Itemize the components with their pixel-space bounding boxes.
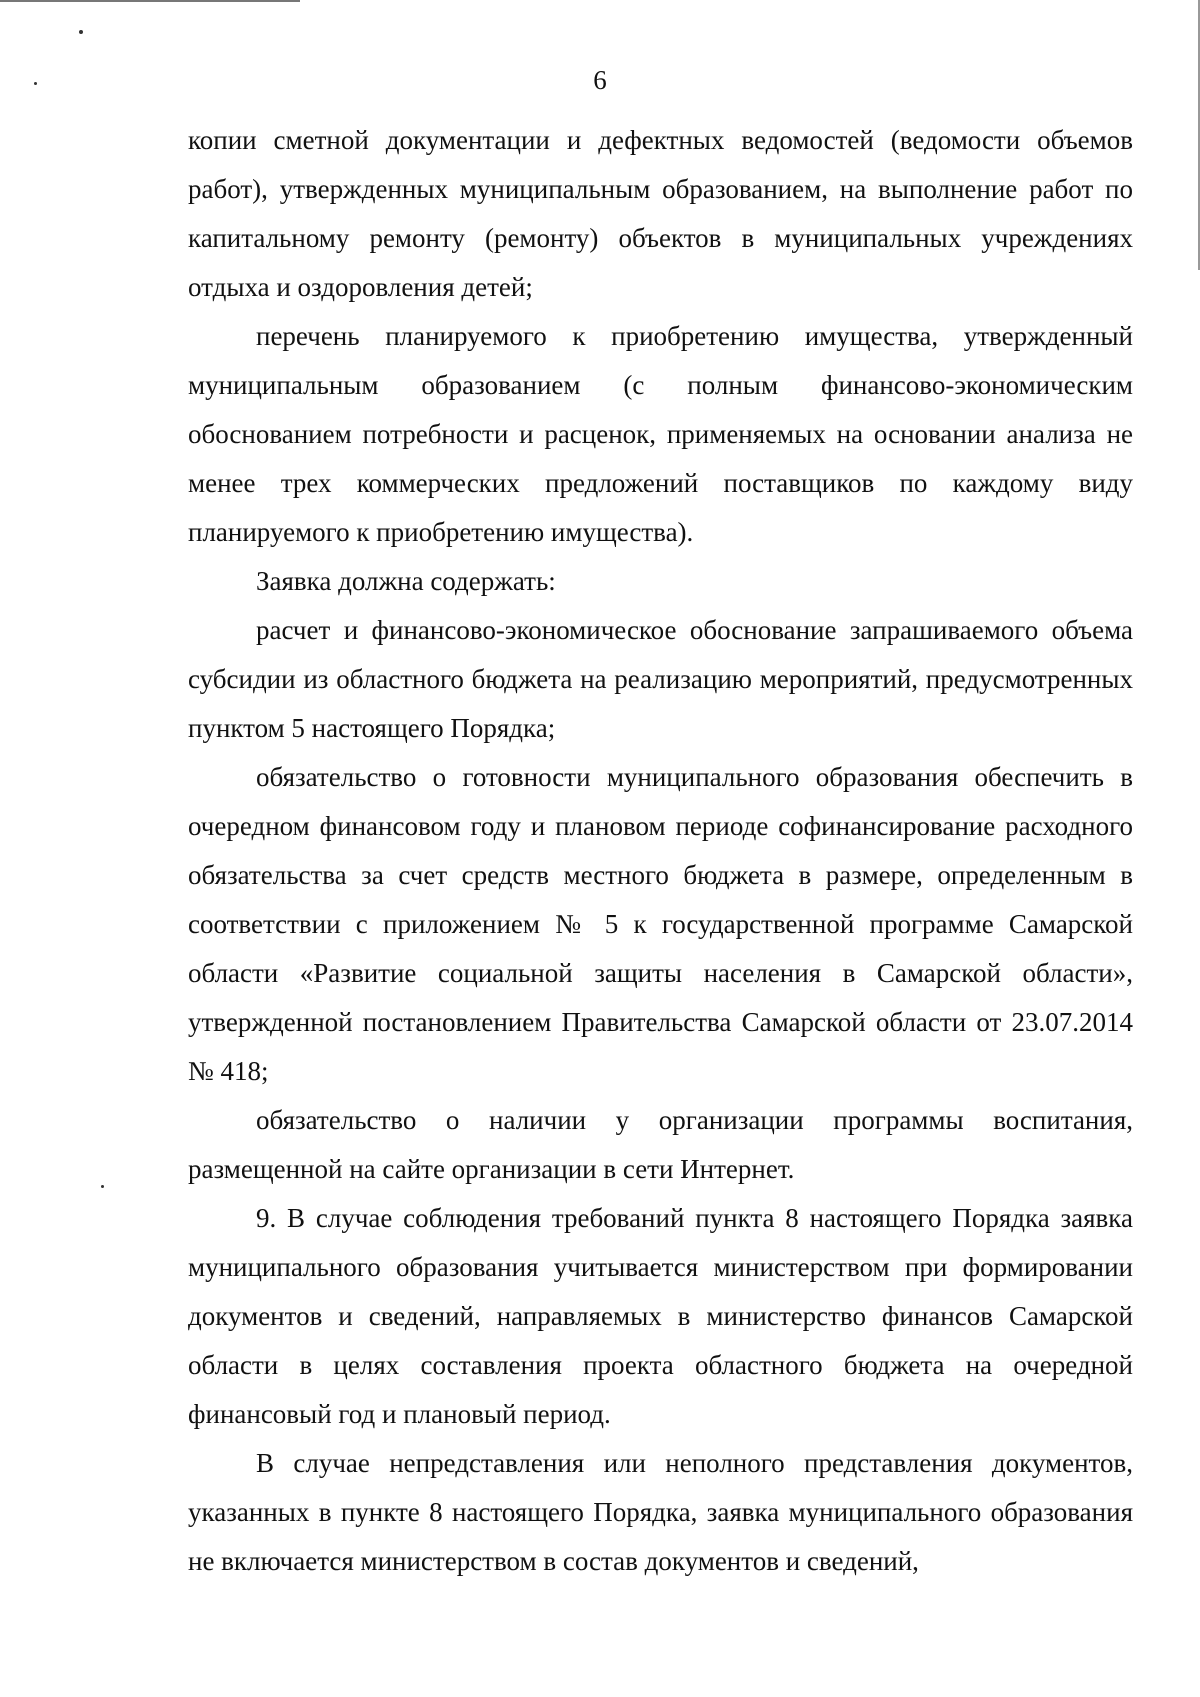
paragraph: копии сметной документации и дефектных ведомостей (ведомости объемов работ), утвержденных муниципальным образованием, на выполнение работ по капитальному ремонту (ремонту) объектов в муниципальных учреждениях отдыха и оздоровления детей; — [188, 125, 1133, 302]
document-body — [188, 116, 1133, 1586]
paragraph: обязательство о готовности муниципального образования обеспечить в очередном финансовом году и плановом периоде софинансирование расходного обязательства за счет средств местного бюджета в размере, определенным в соответствии с приложением № 5 к государственной программе Самарской области «Развитие социальной защиты населения в Самарской области», утвержденной постановлением Правительства Самарской области от 23.07.2014 № 418; — [188, 762, 1133, 1086]
paragraph: 9. В случае соблюдения требований пункта 8 настоящего Порядка заявка муниципального образования учитывается министерством при формировании документов и сведений, направляемых в министерство финансов Самарской области в целях составления проекта областного бюджета на очередной финансовый год и плановый период. — [188, 1203, 1133, 1429]
scan-speck — [79, 30, 83, 34]
paragraph: Заявка должна содержать: — [256, 566, 556, 596]
paragraph: В случае непредставления или неполного представления документов, указанных в пункте 8 настоящего Порядка, заявка муниципального образования не включается министерством в состав документов и сведений, — [188, 1448, 1133, 1576]
scan-edge-top — [0, 0, 300, 2]
paragraph: перечень планируемого к приобретению имущества, утвержденный муниципальным образованием (с полным финансово-экономическим обоснованием потребности и расценок, применяемых на основании анализа не менее трех коммерческих предложений поставщиков по каждому виду планируемого к приобретению имущества). — [188, 321, 1133, 547]
page-number: 6 — [593, 65, 607, 95]
paragraph: обязательство о наличии у организации программы воспитания, размещенной на сайте организации в сети Интернет. — [188, 1105, 1133, 1184]
paragraph: расчет и финансово-экономическое обоснование запрашиваемого объема субсидии из областного бюджета на реализацию мероприятий, предусмотренных пунктом 5 настоящего Порядка; — [188, 615, 1133, 743]
scan-speck — [101, 1185, 104, 1188]
